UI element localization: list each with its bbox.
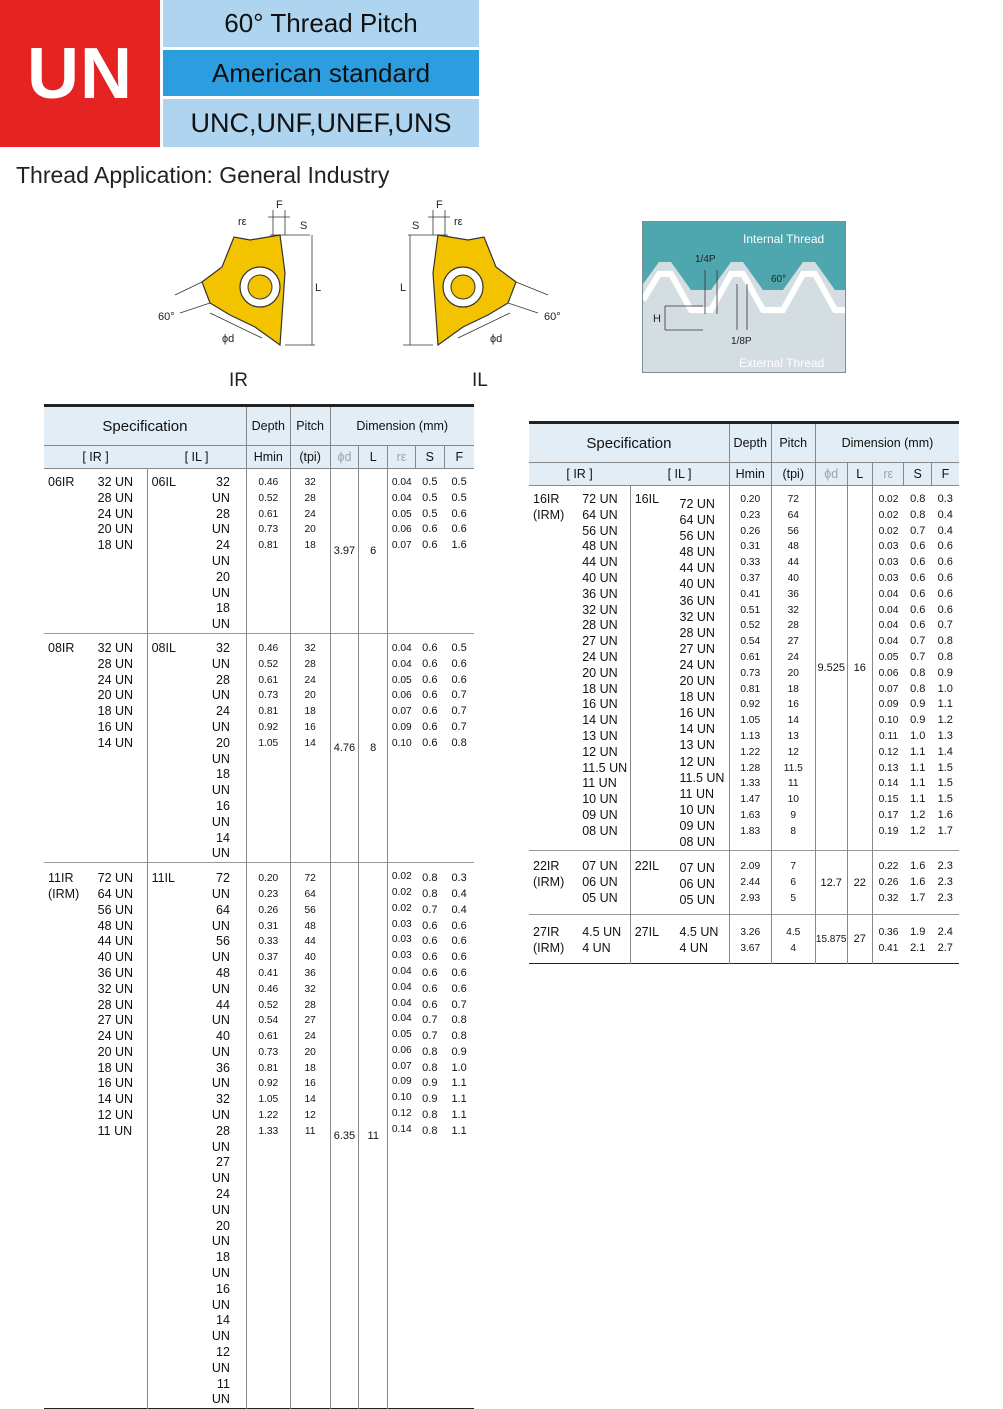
il-s-label: S xyxy=(412,220,420,232)
s-values: 1.6 1.6 1.7 xyxy=(904,851,931,915)
il-code: 27IL xyxy=(630,915,675,964)
il-code: 06IL xyxy=(147,469,197,634)
table-row xyxy=(529,851,959,915)
eighth-p-label: 1/8P xyxy=(731,336,752,347)
il-sizes: 07 UN 06 UN 05 UN xyxy=(676,851,730,915)
ir-code: 27IR xyxy=(533,925,560,940)
d-value: 6.35 xyxy=(330,863,359,1409)
ir-sub: (IRM) xyxy=(533,874,565,889)
table-row xyxy=(529,915,959,964)
il-label: IL xyxy=(472,370,488,391)
left-spec-table xyxy=(44,404,474,1409)
ir-code: 22IR xyxy=(533,859,560,874)
table-row xyxy=(44,469,474,634)
s-header: S xyxy=(415,446,444,469)
ir-code: 08IR xyxy=(48,640,75,655)
hmin-header: Hmin xyxy=(729,463,771,486)
f-values: 0.3 0.4 0.4 0.6 0.6 0.6 0.6 0.6 0.7 0.8 0.8 0.9 1.0 1.1 1.1 1.1 1.1 xyxy=(444,863,474,1409)
ir-re-label: rε xyxy=(238,216,247,228)
pitch-header: Pitch xyxy=(771,423,815,463)
re-header: rε xyxy=(388,446,416,469)
hmin-header: Hmin xyxy=(246,446,290,469)
il-l-label: L xyxy=(400,282,407,294)
il-re-label: rε xyxy=(454,216,463,228)
pitch-header: Pitch xyxy=(290,406,330,446)
il-f-label: F xyxy=(436,199,443,211)
ir-code: 16IR xyxy=(533,492,560,506)
table-row xyxy=(44,863,474,1409)
d-header: ϕd xyxy=(815,463,847,486)
d-header: ϕd xyxy=(330,446,359,469)
l-value: 22 xyxy=(847,851,872,915)
re-values: 0.36 0.41 xyxy=(872,915,904,964)
hmin-values: 0.46 0.52 0.61 0.73 0.81 0.92 1.05 xyxy=(246,633,290,862)
f-values: 0.5 0.5 0.6 0.6 1.6 xyxy=(451,476,467,552)
l-value: 8 xyxy=(359,633,388,862)
f-values: 0.3 0.4 0.4 0.6 0.6 0.6 0.6 0.6 0.7 0.8 0.8 0.9 1.0 1.1 1.2 1.3 1.4 1.5 1.5 1.5 1.6 1.7 xyxy=(937,493,953,837)
spec-header: Specification xyxy=(102,417,188,435)
re-values: 0.04 0.04 0.05 0.06 0.07 0.09 0.10 xyxy=(388,633,416,862)
ir-code: 11IR xyxy=(48,871,74,886)
tpi-values: 4.5 4 xyxy=(771,915,815,964)
d-value: 9.525 xyxy=(815,486,847,851)
d-value: 3.97 xyxy=(330,469,359,634)
dimension-header: Dimension (mm) xyxy=(330,406,474,446)
table-row xyxy=(529,486,959,851)
il-code: 22IL xyxy=(630,851,675,915)
il-d-label: ϕd xyxy=(490,333,503,345)
un-logo: UN xyxy=(0,0,160,147)
il-header: [ IL ] xyxy=(184,450,209,464)
ir-sizes: 4.5 UN 4 UN xyxy=(582,915,630,964)
spec-header: Specification xyxy=(586,434,672,452)
f-values: 0.5 0.6 0.6 0.7 0.7 0.7 0.8 xyxy=(444,633,474,862)
internal-thread-label: Internal Thread xyxy=(743,232,825,246)
dimension-header: Dimension (mm) xyxy=(815,423,959,463)
tpi-header: (tpi) xyxy=(290,446,330,469)
tpi-values: 72 64 56 48 44 40 36 32 28 27 24 20 18 16 14 12 11 xyxy=(290,863,330,1409)
thread-profile-diagram xyxy=(642,221,846,373)
hmin-values: 0.20 0.23 0.26 0.31 0.33 0.37 0.41 0.46 0.52 0.54 0.61 0.73 0.81 0.92 1.05 1.22 1.33 xyxy=(246,863,290,1409)
tpi-header: (tpi) xyxy=(771,463,815,486)
l-header: L xyxy=(359,446,388,469)
ir-f-label: F xyxy=(276,199,283,211)
hmin-values: 0.20 0.23 0.26 0.31 0.33 0.37 0.41 0.51 0.52 0.54 0.61 0.73 0.81 0.92 1.05 1.13 1.22 1.28 1.33 1.47 1.63 1.83 xyxy=(729,486,771,851)
external-thread-label: External Thread xyxy=(739,356,825,370)
s-header: S xyxy=(904,463,931,486)
thread-types: UNC,UNF,UNEF,UNS xyxy=(163,99,479,147)
d-value: 12.7 xyxy=(815,851,847,915)
s-values: 0.8 0.8 0.7 0.6 0.6 0.6 0.6 0.6 0.6 0.7 0.7 0.8 0.8 0.9 0.9 0.8 0.8 xyxy=(415,863,444,1409)
l-header: L xyxy=(847,463,872,486)
ir-l-label: L xyxy=(315,282,322,294)
tpi-values: 7 6 5 xyxy=(771,851,815,915)
d-value: 4.76 xyxy=(330,633,359,862)
il-code: 08IL xyxy=(147,633,197,862)
f-header: F xyxy=(931,463,959,486)
il-header: [ IL ] xyxy=(667,467,692,481)
ir-sizes: 07 UN 06 UN 05 UN xyxy=(582,851,630,915)
ir-s-label: S xyxy=(300,220,308,232)
ir-sizes: 72 UN 64 UN 56 UN 48 UN 44 UN 40 UN 36 UN 32 UN 28 UN 27 UN 24 UN 20 UN 18 UN 16 UN 14 UN 12 UN 11 UN xyxy=(98,863,147,1409)
s-values: 1.9 2.1 xyxy=(904,915,931,964)
profile-angle-label: 60° xyxy=(771,274,787,285)
re-values: 0.02 0.02 0.02 0.03 0.03 0.03 0.04 0.04 0.04 0.04 0.05 0.06 0.07 0.09 0.10 0.12 0.14 xyxy=(388,863,416,1409)
f-values: 2.3 2.3 2.3 xyxy=(931,851,959,915)
ir-insert-diagram xyxy=(150,195,330,360)
table-row xyxy=(44,633,474,862)
depth-header: Depth xyxy=(729,423,771,463)
ir-sub: (IRM) xyxy=(533,507,565,522)
il-sizes: 32 UN 28 UN 24 UN 20 UN 18 UN 16 UN 14 UN xyxy=(197,633,247,862)
h-label: H xyxy=(653,313,661,325)
ir-sizes: 32 UN 28 UN 24 UN 20 UN 18 UN 16 UN 14 UN xyxy=(98,633,147,862)
ir-d-label: ϕd xyxy=(222,333,235,345)
tpi-values: 32 28 24 20 18 xyxy=(290,469,330,634)
il-insert-diagram xyxy=(398,195,578,360)
hmin-values: 2.09 2.44 2.93 xyxy=(729,851,771,915)
l-value: 6 xyxy=(359,469,388,634)
ir-header: [ IR ] xyxy=(82,450,109,464)
il-angle-label: 60° xyxy=(544,311,561,323)
s-values: 0.8 0.8 0.7 0.6 0.6 0.6 0.6 0.6 0.6 0.7 0.7 0.8 0.8 0.9 0.9 1.0 1.1 1.1 1.1 1.1 1.2 1.2 xyxy=(910,493,926,837)
f-values: 2.4 2.7 xyxy=(931,915,959,964)
re-values: 0.04 0.04 0.05 0.06 0.07 xyxy=(388,469,416,634)
thread-application: Thread Application: General Industry xyxy=(16,162,390,188)
l-value: 16 xyxy=(847,486,872,851)
ir-angle-label: 60° xyxy=(158,311,175,323)
il-sizes: 72 UN 64 UN 56 UN 48 UN 44 UN 40 UN 36 UN 32 UN 28 UN 27 UN 24 UN 20 UN 18 UN 16 UN 14 UN 12 UN 11 UN xyxy=(197,863,247,1409)
quarter-p-label: 1/4P xyxy=(695,254,716,265)
tpi-values: 32 28 24 20 18 16 14 xyxy=(290,633,330,862)
ir-label: IR xyxy=(229,370,248,391)
ir-sizes: 32 UN 28 UN 24 UN 20 UN 18 UN xyxy=(97,475,134,553)
il-code: 11IL xyxy=(147,863,197,1409)
standard-title: American standard xyxy=(163,50,479,96)
il-code: 16IL xyxy=(630,486,675,851)
il-sizes: 32 UN 28 UN 24 UN 20 UN 18 UN xyxy=(211,475,230,632)
il-sizes: 4.5 UN 4 UN xyxy=(676,915,730,964)
depth-header: Depth xyxy=(246,406,290,446)
f-header: F xyxy=(444,446,474,469)
hmin-values: 3.26 3.67 xyxy=(729,915,771,964)
hmin-values: 0.46 0.52 0.61 0.73 0.81 xyxy=(246,469,290,634)
re-values: 0.22 0.26 0.32 xyxy=(872,851,904,915)
il-sizes: 72 UN 64 UN 56 UN 48 UN 44 UN 40 UN 36 UN 32 UN 28 UN 27 UN 24 UN 20 UN 18 UN 16 UN 14 UN 13 UN 12 UN 11.5 UN 11 UN 10 UN 09 UN 08 UN xyxy=(679,497,725,849)
ir-code: 06IR xyxy=(48,475,75,489)
ir-header: [ IR ] xyxy=(566,467,593,481)
d-value: 15.875 xyxy=(815,915,847,964)
re-values: 0.02 0.02 0.02 0.03 0.03 0.03 0.04 0.04 0.04 0.04 0.05 0.06 0.07 0.09 0.10 0.11 0.12 0.13 0.14 0.15 0.17 0.19 xyxy=(872,486,904,851)
l-value: 11 xyxy=(359,863,388,1409)
thread-pitch-title: 60° Thread Pitch xyxy=(163,0,479,47)
right-spec-table xyxy=(529,421,959,964)
ir-sub: (IRM) xyxy=(48,886,80,901)
s-values: 0.6 0.6 0.6 0.6 0.6 0.6 0.6 xyxy=(415,633,444,862)
tpi-values: 72 64 56 48 44 40 36 32 28 27 24 20 18 16 14 13 12 11.5 11 10 9 8 xyxy=(771,486,815,851)
s-values: 0.5 0.5 0.5 0.6 0.6 xyxy=(422,476,438,552)
l-value: 27 xyxy=(847,915,872,964)
ir-sizes: 72 UN 64 UN 56 UN 48 UN 44 UN 40 UN 36 UN 32 UN 28 UN 27 UN 24 UN 20 UN 18 UN 16 UN 14 UN 13 UN 12 UN 11.5 UN 11 UN 10 UN 09 UN 08 UN xyxy=(582,492,628,838)
re-header: rε xyxy=(872,463,904,486)
ir-sub: (IRM) xyxy=(533,941,565,956)
